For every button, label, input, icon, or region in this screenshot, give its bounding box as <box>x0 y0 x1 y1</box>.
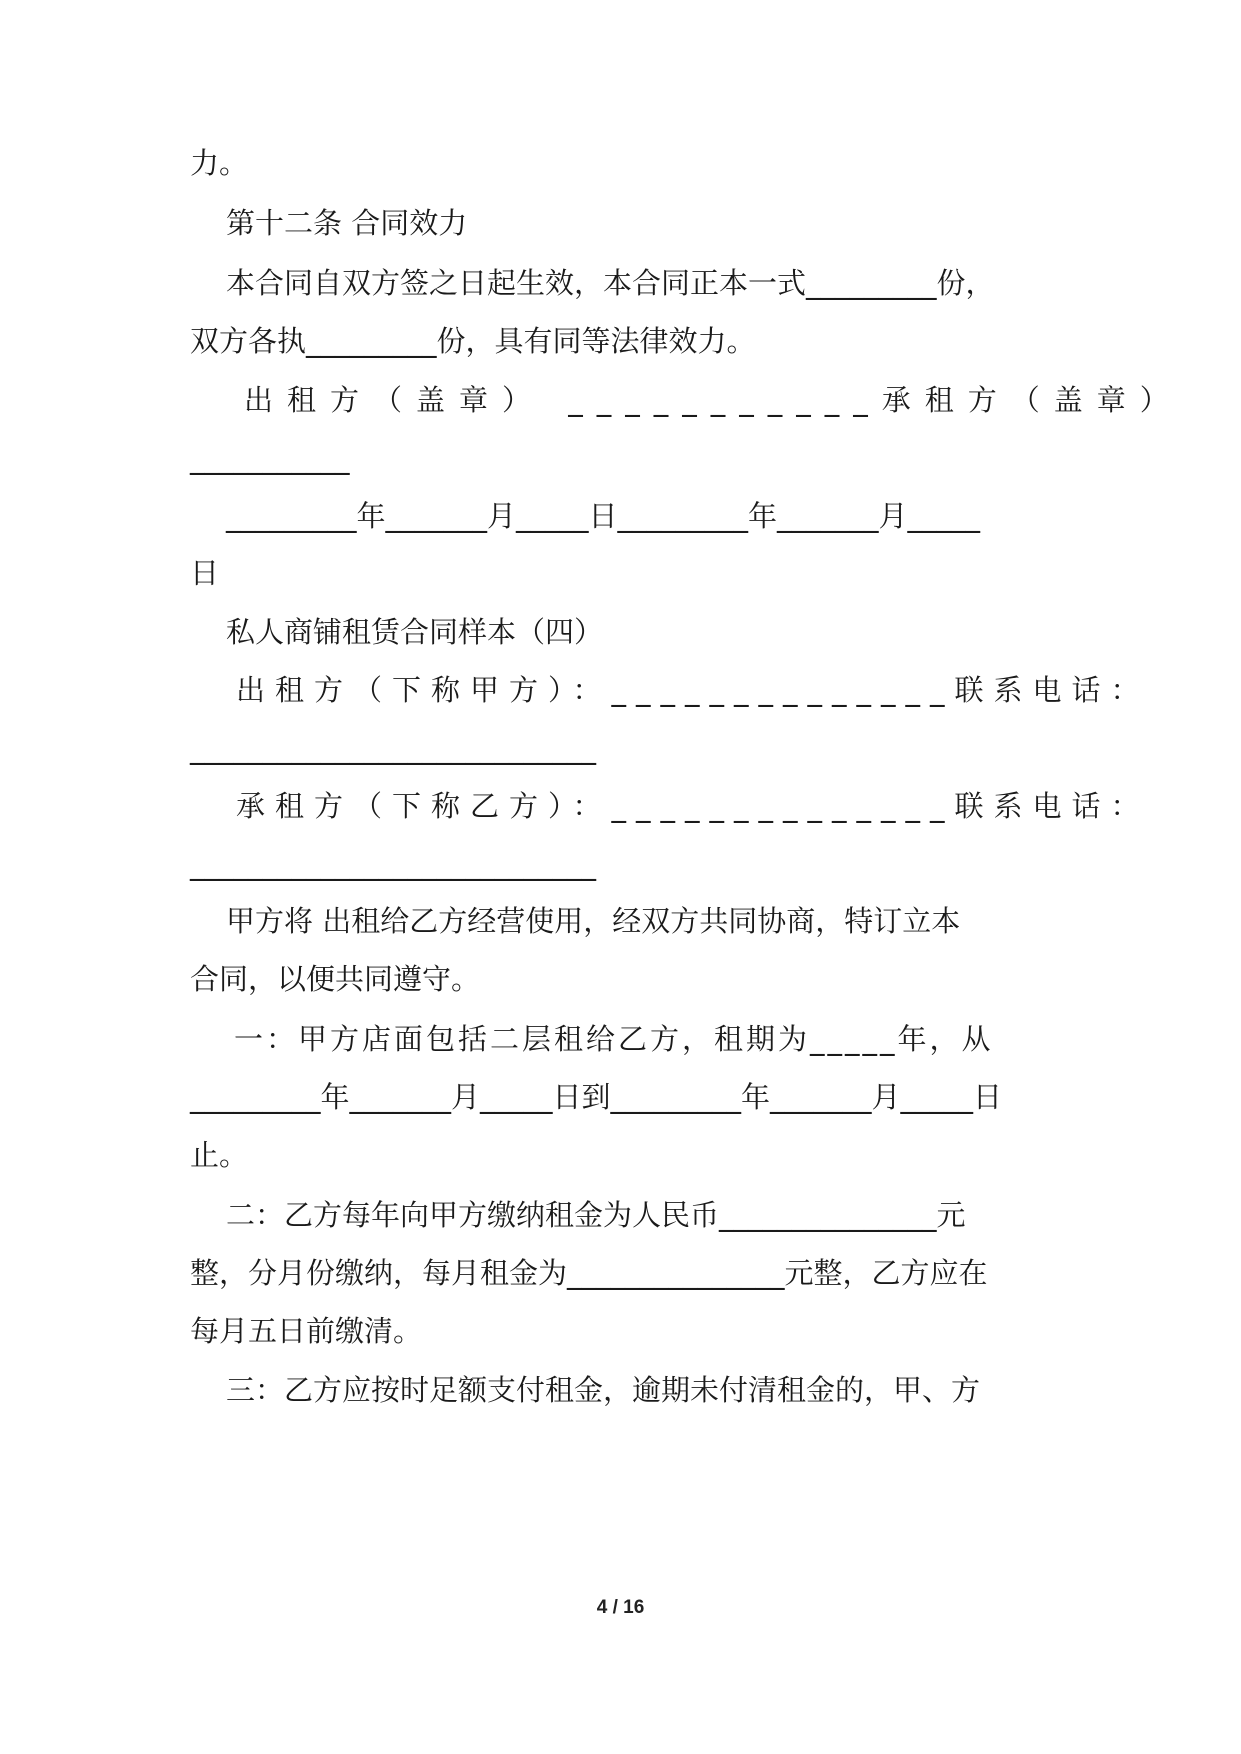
paragraph-line: 每月五日前缴清。 <box>190 1314 423 1348</box>
date-line: _________年_______月_____日到_________年_______月_____日 <box>190 1080 1003 1114</box>
paragraph-line: 双方各执_________份，具有同等法律效力。 <box>190 324 756 358</box>
signature-blank: ___________ <box>190 441 350 475</box>
paragraph-line: 整，分月份缴纳，每月租金为_______________元整，乙方应在 <box>190 1256 988 1290</box>
paragraph-line: 止。 <box>190 1138 249 1172</box>
section-heading: 第十二条 合同效力 <box>226 206 468 240</box>
clause-line: 二：乙方每年向甲方缴纳租金为人民币_______________元 <box>226 1198 966 1232</box>
paragraph-line: 本合同自双方签之日起生效，本合同正本一式_________份， <box>226 266 995 300</box>
paragraph-line: 力。 <box>190 146 249 180</box>
page-number: 4 / 16 <box>596 1597 645 1618</box>
signature-line: 出租方（盖章） ___________承租方（盖章） <box>244 383 1183 417</box>
party-blank: ____________________________ <box>190 847 596 881</box>
clause-line: 一：甲方店面包括二层租给乙方，租期为_____年，从 <box>234 1022 994 1056</box>
paragraph-line: 合同，以便共同遵守。 <box>190 962 481 996</box>
party-blank: ____________________________ <box>190 731 596 765</box>
clause-line: 三：乙方应按时足额支付租金，逾期未付清租金的，甲、方 <box>226 1373 981 1407</box>
paragraph-line: 日 <box>190 556 220 590</box>
section-heading: 私人商铺租赁合同样本（四） <box>226 615 604 649</box>
party-line: 出租方（下称甲方）：______________联系电话： <box>236 673 1150 707</box>
paragraph-line: 甲方将 出租给乙方经营使用，经双方共同协商，特订立本 <box>226 904 961 938</box>
party-line: 承租方（下称乙方）：______________联系电话： <box>236 789 1150 823</box>
date-line: _________年_______月_____日_________年_______月_____ <box>226 499 981 533</box>
